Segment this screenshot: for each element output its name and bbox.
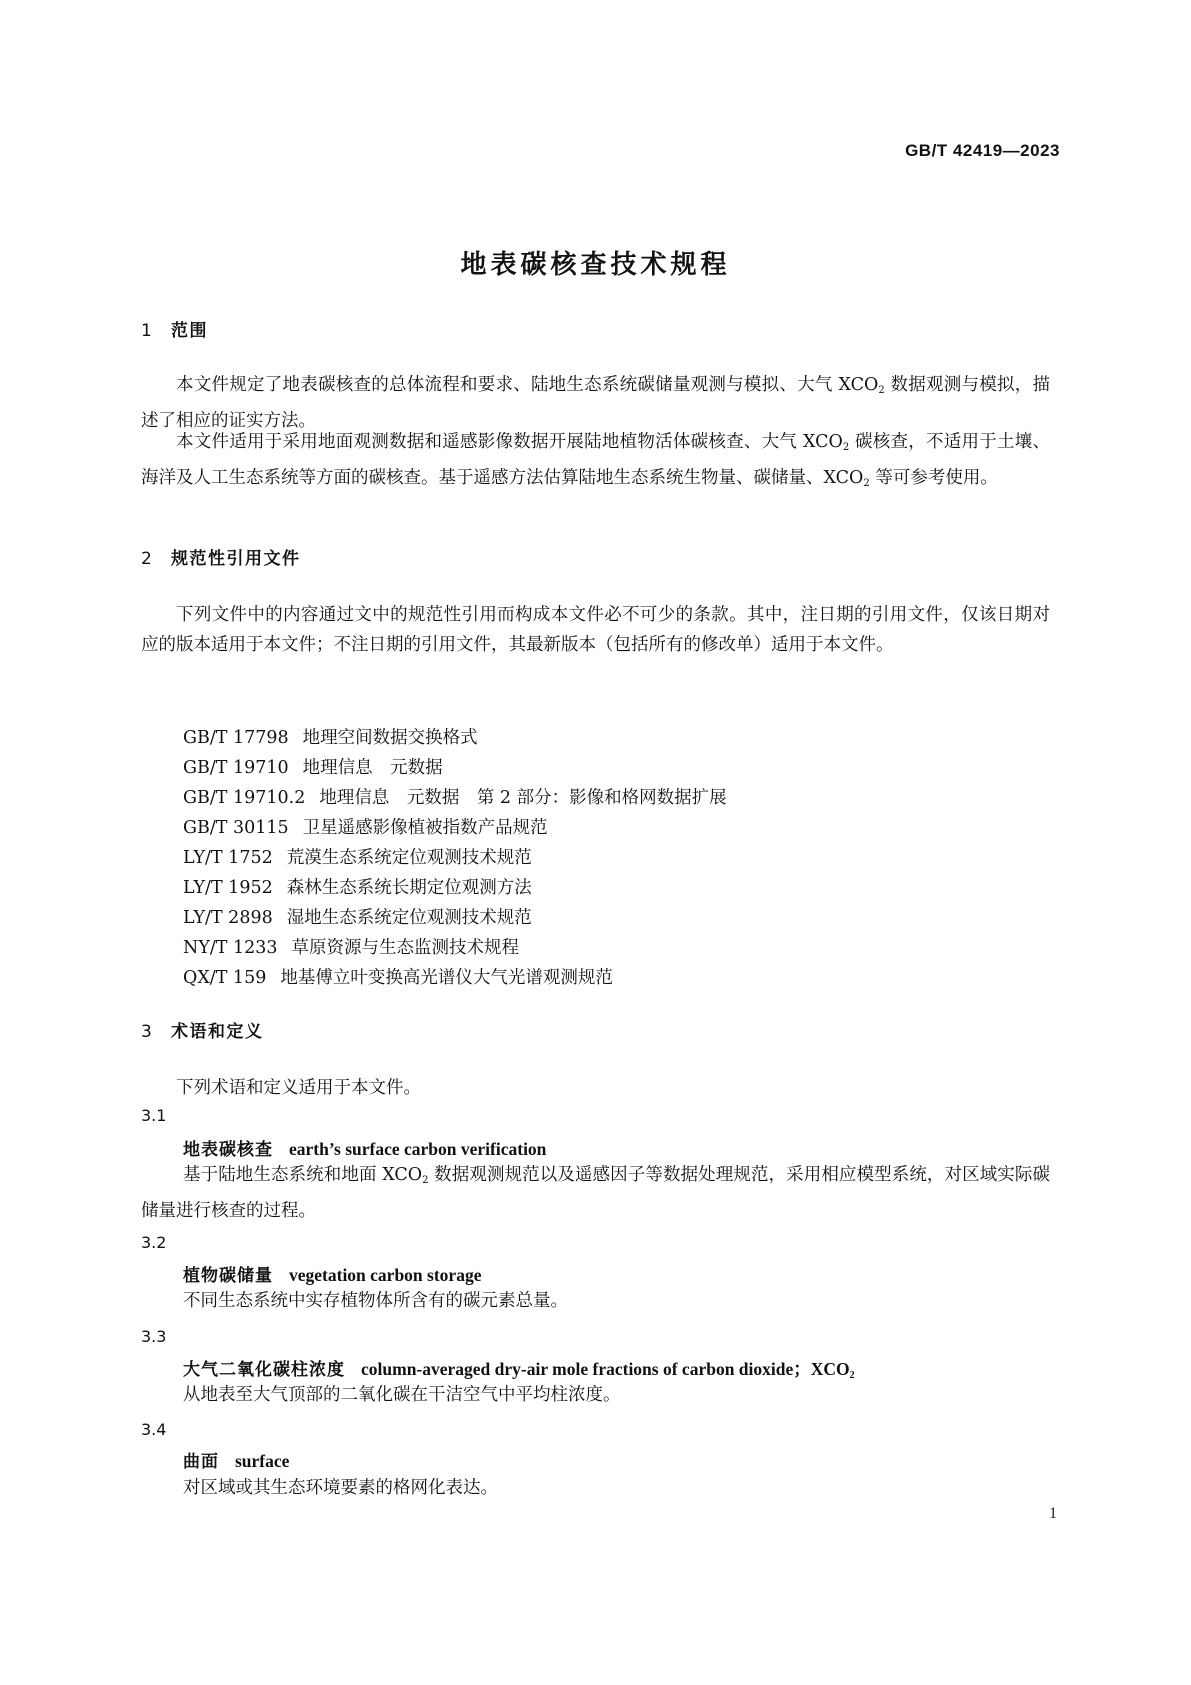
term-3-2-en: vegetation carbon storage [289,1265,482,1285]
term-3-2-zh: 植物碳储量 [183,1266,273,1286]
reference-code: LY/T 2898 [183,908,273,928]
term-3-1-heading [183,1135,546,1160]
term-3-3-en-text: column-averaged dry-air mole fractions of carbon dioxide；XCO [361,1359,850,1379]
reference-title: 地理信息 元数据 [302,758,443,778]
reference-item [183,963,727,993]
term-3-3-zh: 大气二氧化碳柱浓度 [183,1360,345,1380]
term-3-4-heading [183,1447,289,1472]
term-3-3-definition: 从地表至大气顶部的二氧化碳在干洁空气中平均柱浓度。 [183,1385,621,1405]
section-1-title: 范围 [171,321,208,341]
scope-p1-subscript: 2 [878,385,885,396]
reference-item [183,933,727,963]
reference-code: QX/T 159 [183,968,267,988]
reference-list [183,723,727,993]
term-3-2-definition: 不同生态系统中实存植物体所含有的碳元素总量。 [183,1291,568,1311]
term-3-4-en: surface [235,1451,290,1471]
term-3-4-number: 3.4 [141,1420,167,1439]
term-3-1-zh: 地表碳核查 [183,1140,273,1160]
scope-p2-text-mid: 碳核查，不适用于土壤、海洋及人工生态系统等方面的碳核查。基于遥感方法估算陆地生态系统生物量、碳储量、XCO [141,432,1050,488]
document-title: 地表碳核查技术规程 [460,250,731,280]
term-3-2-number: 3.2 [141,1233,167,1252]
reference-item [183,903,727,933]
term-3-4-definition: 对区域或其生态环境要素的格网化表达。 [183,1478,498,1498]
term-3-4-zh: 曲面 [183,1452,219,1472]
term-3-1-number: 3.1 [141,1106,167,1125]
scope-p2-subscript: 2 [842,442,850,453]
reference-code: GB/T 19710.2 [183,788,306,808]
reference-title: 森林生态系统长期定位观测方法 [286,878,532,898]
reference-title: 地基傅立叶变换高光谱仪大气光谱观测规范 [280,968,613,988]
section-3-heading [141,1017,264,1042]
terms-intro: 下列术语和定义适用于本文件。 [176,1078,421,1098]
reference-item [183,843,727,873]
scope-p1-text: 本文件规定了地表碳核查的总体流程和要求、陆地生态系统碳储量观测与模拟、大气 XCO [176,375,879,395]
term-3-3-number: 3.3 [141,1327,167,1346]
term-3-3-en [361,1359,855,1379]
reference-title: 草原资源与生态监测技术规程 [291,938,520,958]
term-3-1-en: earth’s surface carbon verification [289,1139,547,1159]
section-2-heading [141,544,301,569]
reference-item [183,873,727,903]
reference-code: GB/T 19710 [183,758,289,778]
scope-p2-subscript-2: 2 [863,478,870,489]
reference-code: GB/T 30115 [183,818,289,838]
section-3-title: 术语和定义 [171,1022,264,1042]
section-1-number: 1 [141,321,154,341]
reference-item [183,723,727,753]
reference-title: 荒漠生态系统定位观测技术规范 [286,848,532,868]
section-2-title: 规范性引用文件 [171,549,301,569]
reference-code: LY/T 1952 [183,878,273,898]
standard-code: GB/T 42419—2023 [905,141,1060,160]
page-number: 1 [1049,1505,1057,1522]
scope-p1-text-end: 数据观测与模拟，描述了相应的证实方法。 [141,375,1051,431]
section-3-number: 3 [141,1022,154,1042]
term-3-3-en-subscript: 2 [849,1370,855,1381]
scope-p2-text: 本文件适用于采用地面观测数据和遥感影像数据开展陆地植物活体碳核查、大气 XCO [176,432,843,452]
reference-code: NY/T 1233 [183,938,278,958]
scope-p2-text-end: 等可参考使用。 [869,468,998,488]
reference-code: LY/T 1752 [183,848,273,868]
term-3-1-def-subscript: 2 [422,1175,429,1186]
term-3-3-heading [183,1355,855,1381]
term-3-1-def-text-end: 数据观测规范以及遥感因子等数据处理规范，采用相应模型系统，对区域实际碳储量进行核查的过程。 [141,1165,1051,1221]
section-2-number: 2 [141,549,154,569]
reference-item [183,783,727,813]
reference-title: 地理空间数据交换格式 [302,728,478,748]
term-3-1-definition [141,1160,1050,1226]
scope-paragraph-2 [141,427,1050,499]
reference-item [183,753,727,783]
reference-item [183,813,727,843]
term-3-1-def-text: 基于陆地生态系统和地面 XCO [183,1165,423,1185]
reference-title: 湿地生态系统定位观测技术规范 [286,908,532,928]
term-3-2-heading [183,1261,481,1286]
section-1-heading [141,316,208,341]
reference-code: GB/T 17798 [183,728,289,748]
normative-intro: 下列文件中的内容通过文中的规范性引用而构成本文件必不可少的条款。其中，注日期的引用文件，仅该日期对应的版本适用于本文件；不注日期的引用文件，其最新版本（包括所有的修改单）适用于本文件。 [141,605,1050,655]
reference-title: 卫星遥感影像植被指数产品规范 [302,818,548,838]
reference-title: 地理信息 元数据 第 2 部分：影像和格网数据扩展 [319,788,727,808]
